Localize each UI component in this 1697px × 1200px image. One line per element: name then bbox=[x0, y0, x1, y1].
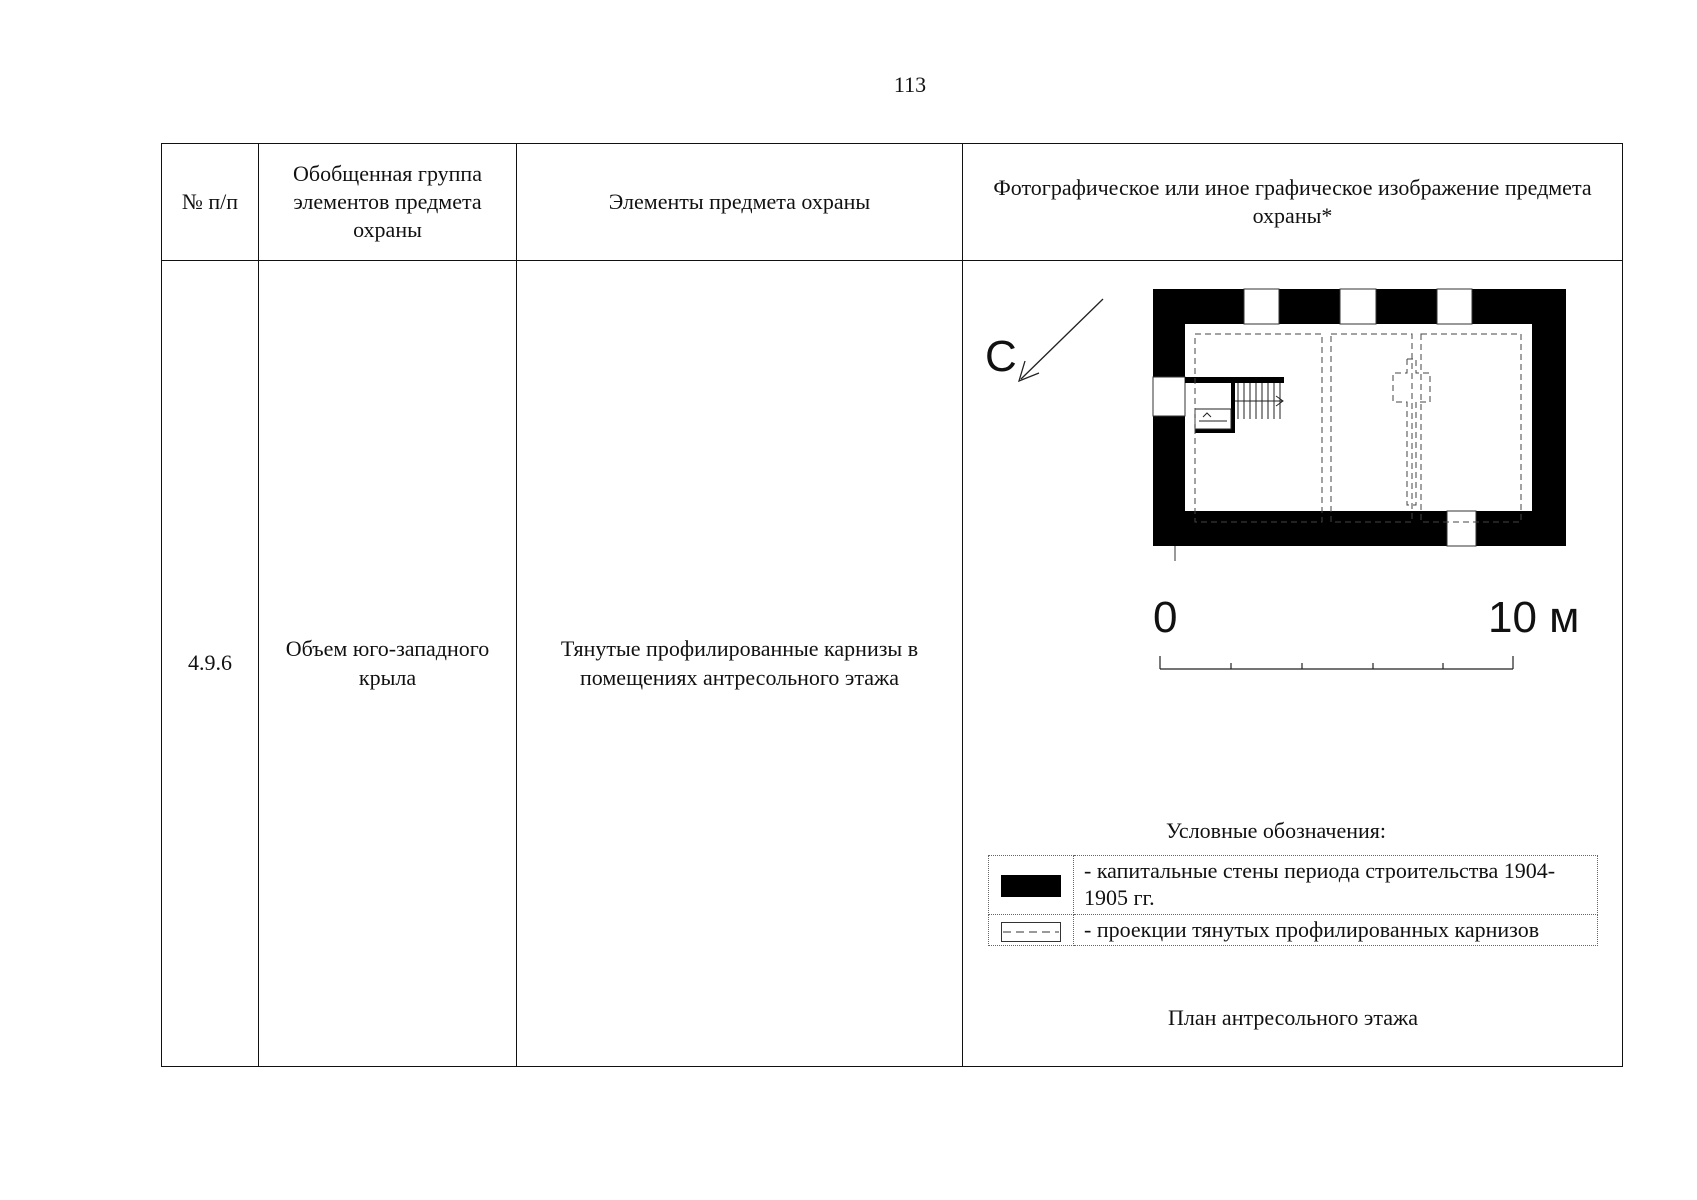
scale-end-label: 10 м bbox=[1488, 593, 1580, 642]
legend-table bbox=[988, 855, 1598, 946]
legend-title: Условные обозначения: bbox=[1166, 818, 1387, 843]
table-header-row bbox=[162, 144, 1623, 261]
dashed-cornice-swatch-icon bbox=[1001, 920, 1061, 944]
row-number: 4.9.6 bbox=[162, 261, 259, 1067]
table-row bbox=[162, 261, 1623, 1067]
building-plan bbox=[1153, 289, 1566, 561]
header-number: № п/п bbox=[162, 144, 259, 261]
legend-item bbox=[989, 914, 1598, 946]
legend-text: - проекции тянутых профилированных карнизов bbox=[1074, 914, 1598, 946]
north-label: С bbox=[985, 332, 1017, 381]
header-image: Фотографическое или иное графическое изображение предмета охраны* bbox=[963, 144, 1623, 261]
legend-symbol bbox=[989, 856, 1074, 915]
north-arrow-icon bbox=[1019, 299, 1103, 381]
image-cell bbox=[963, 261, 1623, 1067]
header-elements: Элементы предмета охраны bbox=[517, 144, 963, 261]
row-group: Объем юго-западного крыла bbox=[259, 261, 517, 1067]
solid-wall-swatch-icon bbox=[1001, 875, 1061, 897]
row-elements: Тянутые профилированные карнизы в помещениях антресольного этажа bbox=[517, 261, 963, 1067]
legend-item bbox=[989, 856, 1598, 915]
heritage-elements-table bbox=[161, 143, 1623, 1067]
scale-bar bbox=[1153, 593, 1579, 669]
page-number: 113 bbox=[893, 72, 927, 97]
legend-symbol bbox=[989, 914, 1074, 946]
header-group: Обобщенная группа элементов предмета охраны bbox=[259, 144, 517, 261]
legend-text: - капитальные стены периода строительства 1904-1905 гг. bbox=[1074, 856, 1598, 915]
plan-caption: План антресольного этажа bbox=[1168, 1005, 1418, 1030]
scale-start-label: 0 bbox=[1153, 593, 1178, 642]
